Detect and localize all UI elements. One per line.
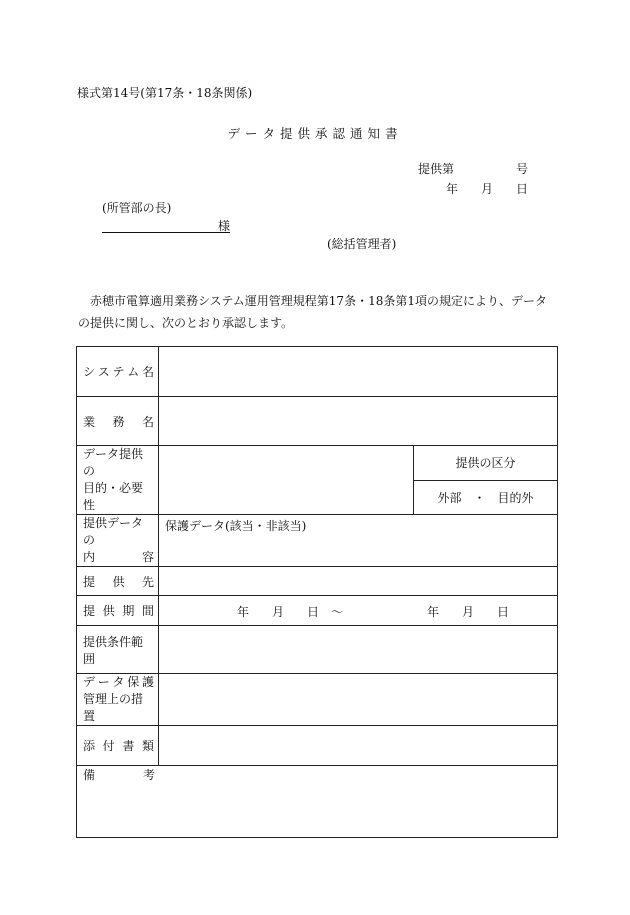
remarks-field[interactable] <box>77 766 558 838</box>
row-conditions <box>77 626 558 674</box>
label-char: 供 <box>102 604 115 618</box>
label-char: タ <box>112 675 125 689</box>
attachments-field[interactable] <box>159 726 558 766</box>
label-system-name <box>77 347 159 397</box>
label-char: 務 <box>112 414 125 429</box>
row-period <box>77 596 558 626</box>
label-period <box>77 596 159 626</box>
destination-field[interactable] <box>159 567 558 596</box>
data-content-field[interactable] <box>159 515 558 567</box>
label-char: 保 <box>127 675 140 689</box>
row-remarks <box>77 766 558 838</box>
period-field[interactable] <box>159 596 558 626</box>
label-char: 護 <box>141 675 154 689</box>
label-char: 備 <box>83 768 96 782</box>
label-char: 内 <box>83 550 96 564</box>
label-char: 添 <box>83 739 96 753</box>
period-end-year: 年 <box>427 605 440 619</box>
issue-year-label: 年 <box>446 182 459 196</box>
label-char: 容 <box>141 550 154 564</box>
reference-number-line <box>418 160 528 177</box>
period-tilde: 〜 <box>331 605 344 619</box>
period-end-month: 月 <box>462 605 475 619</box>
label-char: 類 <box>141 739 154 753</box>
approval-statement: 赤穂市電算適用業務システム運用管理規程第17条・18条第1項の規定により、データの提供に関し、次のとおり承認します。 <box>78 294 547 330</box>
label-char: ス <box>97 365 110 379</box>
label-char: 提 <box>83 604 96 618</box>
label-business-name <box>77 397 159 446</box>
label-char: シ <box>83 365 96 379</box>
honorific-sama: 様 <box>217 219 230 233</box>
label-line: 管理上の措置 <box>83 692 144 723</box>
form-number: 様式第14号(第17条・18条関係) <box>77 86 253 100</box>
label-char: 付 <box>102 739 115 753</box>
reference-prefix: 提供第 <box>418 162 455 176</box>
row-destination <box>77 567 558 596</box>
row-system-name <box>77 347 558 397</box>
addressee-label: (所管部の長) <box>102 201 172 215</box>
label-char: テ <box>112 365 125 379</box>
period-end-day: 日 <box>497 605 510 619</box>
label-line: データ提供の <box>83 447 144 478</box>
purpose-field[interactable] <box>159 446 414 515</box>
label-char: 名 <box>141 414 154 429</box>
issue-day-label: 日 <box>515 182 528 196</box>
label-char: デ <box>83 675 96 689</box>
row-protection-measures <box>77 674 558 726</box>
document-title: データ提供承認通知書 <box>227 126 403 141</box>
row-data-content <box>77 515 558 567</box>
row-purpose <box>77 446 558 481</box>
business-name-field[interactable] <box>159 397 558 446</box>
system-name-field[interactable] <box>159 347 558 397</box>
label-purpose <box>77 446 159 515</box>
reference-suffix: 号 <box>515 162 528 176</box>
conditions-field[interactable] <box>159 626 558 674</box>
label-line: 目的・必要性 <box>83 481 144 512</box>
label-conditions: 提供条件範囲 <box>77 626 159 674</box>
row-business-name <box>77 397 558 446</box>
label-attachments <box>77 726 159 766</box>
label-char: 書 <box>122 739 135 753</box>
label-char: ー <box>97 675 110 689</box>
period-start-day: 日 <box>307 605 320 619</box>
protected-data-option: 保護データ(該当・非該当) <box>165 519 307 533</box>
label-char: 間 <box>141 604 154 618</box>
issue-month-label: 月 <box>480 182 493 196</box>
label-char: 名 <box>141 365 154 379</box>
label-protection-measures <box>77 674 159 726</box>
category-options[interactable]: 外部 ・ 目的外 <box>414 480 558 515</box>
row-attachments <box>77 726 558 766</box>
category-header: 提供の区分 <box>414 446 558 481</box>
period-start-year: 年 <box>237 605 250 619</box>
label-line: 提供データの <box>83 516 144 547</box>
label-remarks <box>83 766 155 783</box>
label-char: 先 <box>141 574 154 589</box>
label-char: 考 <box>142 768 155 782</box>
issue-date-line <box>446 180 528 197</box>
label-destination <box>77 567 159 596</box>
approval-form-table <box>76 346 558 838</box>
label-char: 供 <box>112 574 125 589</box>
protection-measures-field[interactable] <box>159 674 558 726</box>
label-char: 提 <box>83 574 96 589</box>
period-start-month: 月 <box>272 605 285 619</box>
label-char: ム <box>127 365 140 379</box>
label-char: 業 <box>83 414 96 429</box>
label-data-content <box>77 515 159 567</box>
label-char: 期 <box>122 604 135 618</box>
general-manager-label: (総括管理者) <box>327 237 397 251</box>
addressee-name-field <box>102 217 230 233</box>
